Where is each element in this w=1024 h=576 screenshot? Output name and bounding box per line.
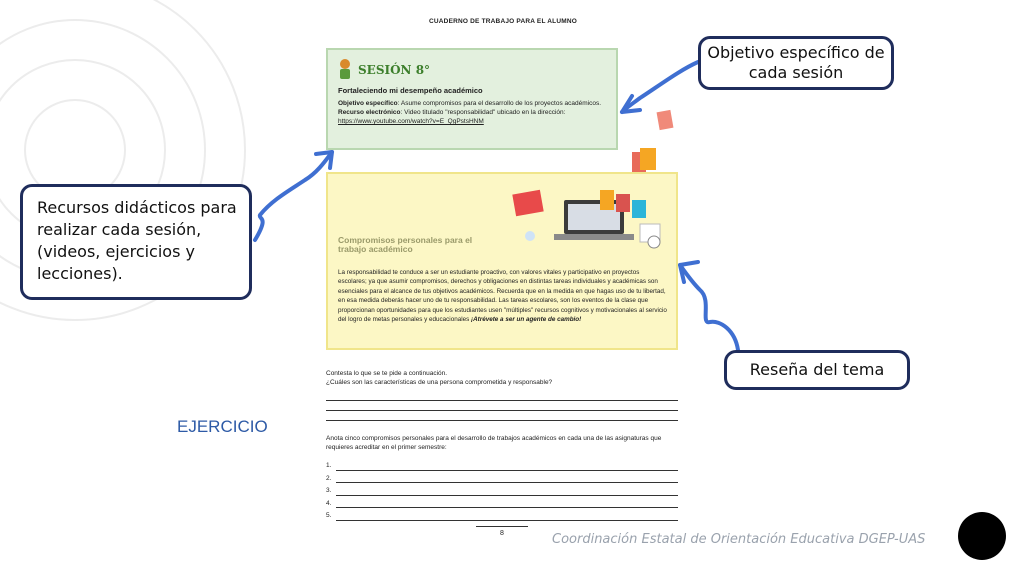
answer-line[interactable] <box>326 420 678 421</box>
objective-text: : Asume compromisos para el desarrollo de los proyectos académicos. <box>397 100 602 107</box>
ejercicio-label: EJERCICIO <box>177 417 268 436</box>
line-number: 5. <box>326 512 332 519</box>
line-number: 1. <box>326 462 332 469</box>
answer-line[interactable] <box>336 470 678 471</box>
exercise-question-1: ¿Cuáles son las características de una persona comprometida y responsable? <box>326 379 553 386</box>
review-body: La responsabilidad te conduce a ser un estudiante proactivo, con valores vitales y participativo en proyectos escolares; ya que asumir compromisos, derechos y obligaciones en distintas tareas individuales y académicas son esenciales para el alcance de tus objetivos académicos. Recuerda que en la medida en que hagas uso de tu libertad, en esa medida deberás hacer uno de tu responsabilidad. Las tareas escolares, son los eventos de la clase que proporcionan oportunidades para que los estudiantes usen "múltiples" recursos cognitivos y motivacionales al servicio del logro de metas personales y educacionales <box>338 269 667 324</box>
session-details <box>338 99 608 126</box>
answer-line[interactable] <box>336 495 678 496</box>
review-emphasis: ¡Atrévete a ser un agente de cambio! <box>471 316 582 324</box>
resource-link[interactable]: https://www.youtube.com/watch?v=E_QgPstsHNM <box>338 118 484 125</box>
page-number: 8 <box>500 530 504 537</box>
laptop-study-illustration <box>504 180 674 254</box>
review-text <box>338 268 668 324</box>
session-title: SESIÓN 8° <box>358 63 431 77</box>
line-number: 2. <box>326 474 332 482</box>
exercise-question-2: Anota cinco compromisos personales para el desarrollo de trabajos académicos en cada una de las asignaturas que requieres acreditar en el primer semestre: <box>326 435 662 451</box>
resource-text: : Video titulado "responsabilidad" ubicado en la dirección: <box>400 109 566 116</box>
line-number: 4. <box>326 499 332 507</box>
callout-resources: Recursos didácticos para realizar cada sesión, (videos, ejercicios y lecciones). <box>20 184 252 300</box>
exercise-instruction: Contesta lo que se te pide a continuación. <box>326 370 448 377</box>
session-subtitle: Fortaleciendo mi desempeño académico <box>338 86 483 95</box>
topic-review-box <box>326 172 678 350</box>
numbered-lines <box>326 462 331 525</box>
review-title: Compromisos personales para el trabajo académico <box>338 235 473 254</box>
answer-line[interactable] <box>326 410 678 411</box>
person-icon <box>336 58 354 80</box>
footer-credit: Coordinación Estatal de Orientación Educativa DGEP-UAS <box>552 532 926 547</box>
answer-line[interactable] <box>336 520 678 521</box>
answer-line[interactable] <box>336 482 678 483</box>
page-number-rule <box>476 526 528 527</box>
line-number: 3. <box>326 487 332 494</box>
objective-label: Objetivo específico <box>338 100 398 107</box>
callout-review: Reseña del tema <box>724 350 910 390</box>
exercise-section <box>326 370 678 519</box>
answer-line[interactable] <box>326 400 678 401</box>
answer-line[interactable] <box>336 507 678 508</box>
session-box <box>326 48 618 150</box>
page-header: CUADERNO DE TRABAJO PARA EL ALUMNO <box>429 18 577 25</box>
slide-marker-dot <box>958 512 1006 560</box>
resource-label: Recurso electrónico <box>338 109 401 116</box>
workbook-page <box>318 10 688 550</box>
arrow-review <box>680 265 738 350</box>
callout-objective: Objetivo específico de cada sesión <box>698 36 894 90</box>
